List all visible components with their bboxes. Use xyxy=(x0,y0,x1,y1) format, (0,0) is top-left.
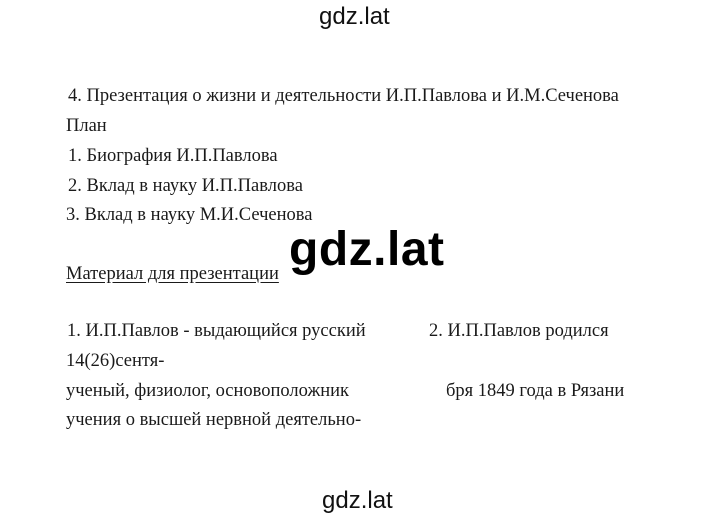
plan-item-3: 3. Вклад в науку М.И.Сеченова xyxy=(66,205,313,225)
col1-line1: 1. И.П.Павлов - выдающийся русский xyxy=(67,321,366,341)
plan-item-1: 1. Биография И.П.Павлова xyxy=(68,146,278,166)
col2-line1b: 14(26)сентя- xyxy=(66,351,165,371)
watermark-top: gdz.lat xyxy=(319,3,390,30)
col1-line2: ученый, физиолог, основоположник xyxy=(66,381,350,401)
col2-line1: 2. И.П.Павлов родился xyxy=(429,321,609,341)
document-heading: 4. Презентация о жизни и деятельности И.П.Павлова и И.М.Сеченова xyxy=(68,86,619,106)
plan-label: План xyxy=(66,116,107,136)
col2-line2: бря 1849 года в Рязани xyxy=(446,381,625,401)
watermark-center: gdz.lat xyxy=(289,223,445,276)
material-label: Материал для презентации xyxy=(66,264,279,284)
plan-item-2: 2. Вклад в науку И.П.Павлова xyxy=(68,176,303,196)
watermark-bottom: gdz.lat xyxy=(322,487,393,514)
col1-line3: учения о высшей нервной деятельно- xyxy=(66,410,362,430)
